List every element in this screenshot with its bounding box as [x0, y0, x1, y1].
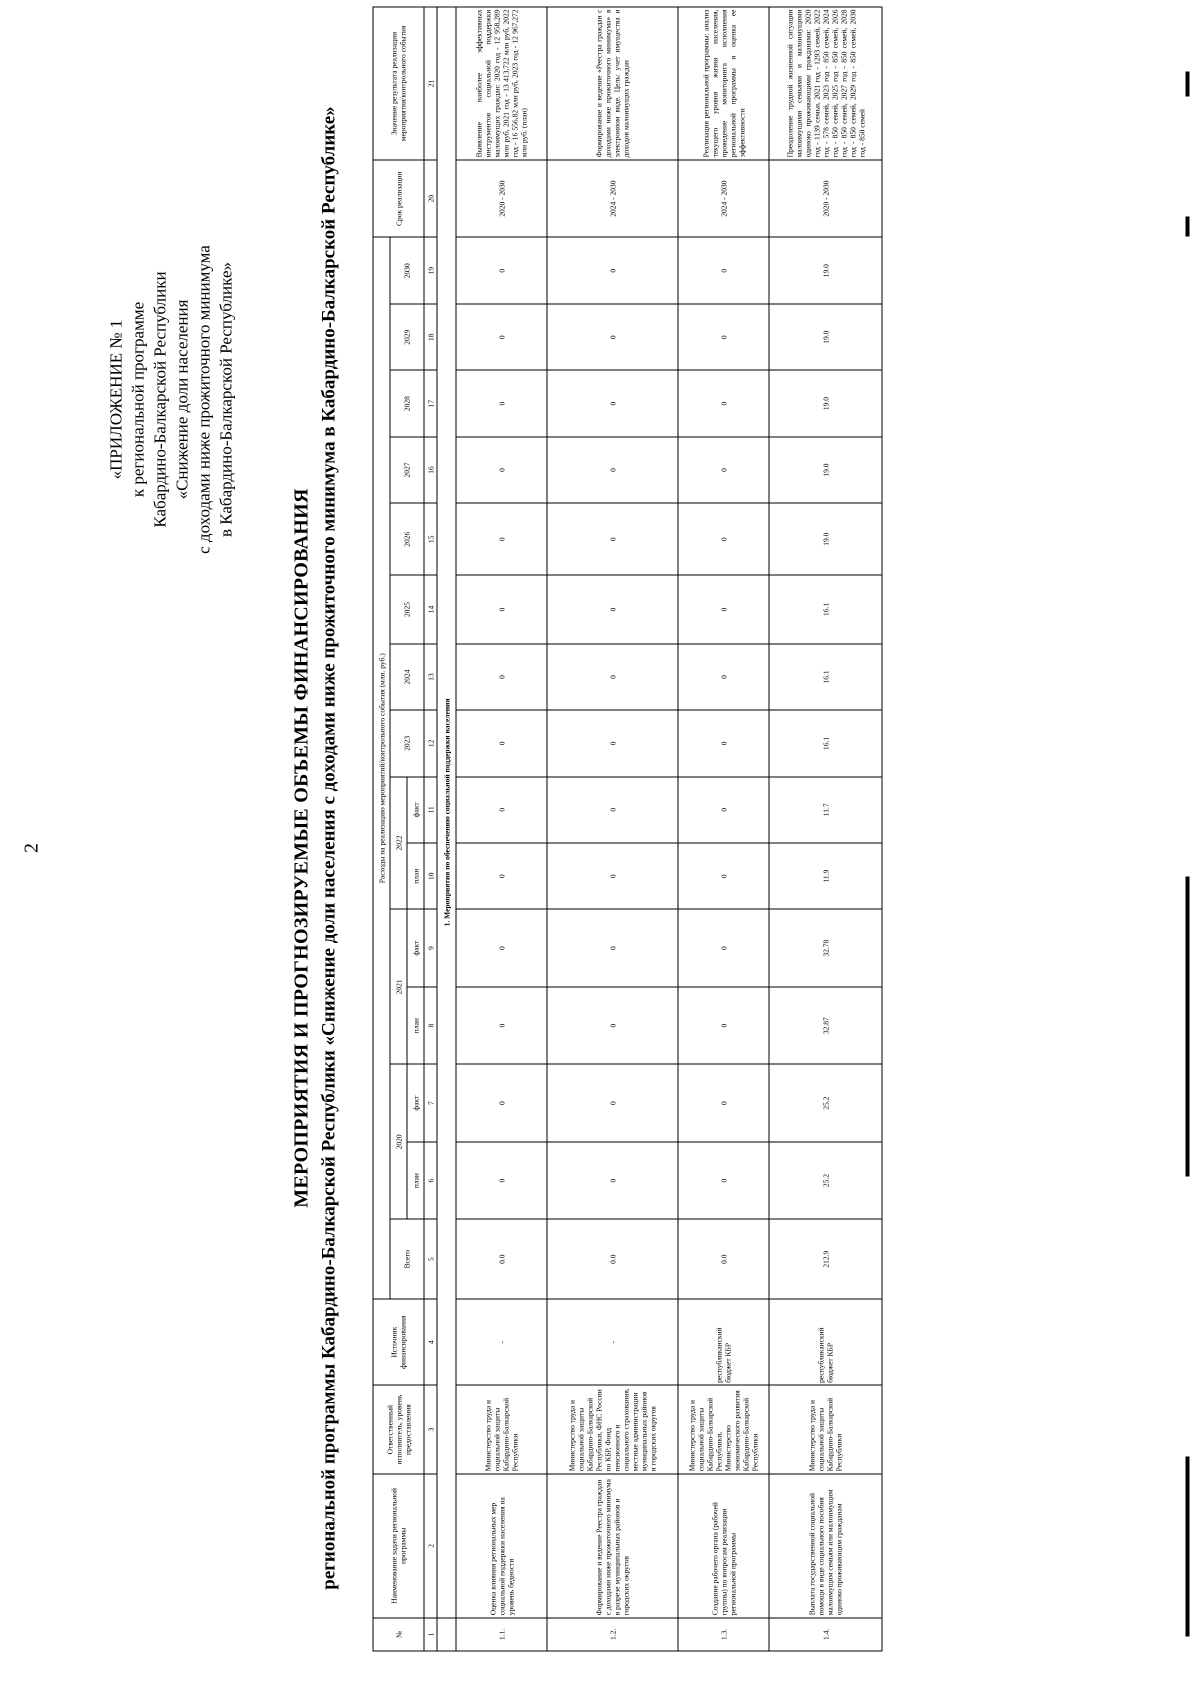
row-value: 0 — [547, 1064, 678, 1141]
row-total: 212.9 — [769, 1219, 882, 1299]
header-year: 2022 — [390, 777, 407, 910]
row-name: Создание рабочего органа (рабочей группы) по вопросам реализации региональной программы — [678, 1474, 769, 1618]
scan-mark — [1186, 72, 1190, 97]
row-responsible: Министерство труда и социальной защиты Кабардино-Балкарской Республики, ФНС России по КБР, Фонд пенсионного и социального страхования, местные администрации муниципальных районов и городских округов — [547, 1385, 678, 1474]
appendix-header — [106, 230, 238, 570]
row-result: Преодоление трудной жизненной ситуации малоимущими семьями и малоимущими одиноко проживающими гражданами: 2020 год - 1139 семьи, 2021 год - 1293 семей, 2022 год - 578 семей, 2023 год - 850 семей, 2024 год - 850 семей, 2025 год - 850 семей, 2026 год - 850 семей, 2027 год - 850 семей, 2028 год - 850 семей, 2029 год - 850 семей, 2030 год - 850 семей — [769, 7, 882, 160]
section-row — [437, 7, 456, 1651]
column-number: 2 — [424, 1474, 437, 1618]
row-value: 0 — [678, 843, 769, 909]
table-row — [769, 7, 882, 1651]
row-result: Реализация региональной программы: анализ текущего уровня жизни населения, проведение мониторинга исполнения региональной программы и оценка ее эффективности — [678, 7, 769, 160]
row-value: 0 — [547, 237, 678, 304]
document-title: МЕРОПРИЯТИЯ И ПРОГНОЗИРУЕМЫЕ ОБЪЕМЫ ФИНАНСИРОВАНИЯ — [290, 488, 313, 1208]
row-total: 0.0 — [456, 1219, 547, 1299]
row-value: 0 — [547, 710, 678, 776]
header-total: Всего — [390, 1219, 424, 1299]
column-number: 16 — [424, 437, 437, 503]
row-value: 0 — [678, 909, 769, 986]
row-value: 32.87 — [769, 987, 882, 1064]
row-no: 1.3. — [678, 1618, 769, 1651]
row-value: 0 — [678, 777, 769, 843]
row-value: 0 — [456, 777, 547, 843]
row-value: 0 — [547, 1142, 678, 1219]
column-number: 13 — [424, 644, 437, 710]
document-subtitle: региональной программы Кабардино-Балкарской Республики «Снижение доли населения с доходами ниже прожиточного минимума в Кабардино-Балкарской Республике» — [318, 106, 340, 1590]
row-term: 2020 - 2030 — [456, 160, 547, 237]
row-source: - — [547, 1299, 678, 1385]
header-fact: факт — [407, 777, 424, 843]
header-expenses: Расходы на реализацию мероприятий/контрольного события (млн. руб.) — [373, 237, 390, 1299]
header-year: 2020 — [390, 1064, 407, 1219]
row-value: 0 — [678, 503, 769, 575]
row-no: 1.4. — [769, 1618, 882, 1651]
appendix-line: «ПРИЛОЖЕНИЕ № 1 — [106, 319, 126, 480]
row-value: 0 — [547, 437, 678, 503]
row-value: 0 — [678, 237, 769, 304]
page-number: 2 — [20, 843, 43, 853]
column-number: 10 — [424, 843, 437, 909]
row-value: 0 — [678, 1064, 769, 1141]
row-value: 0 — [456, 1064, 547, 1141]
rotated-document-page — [1, 0, 1200, 1697]
row-term: 2024 - 2030 — [678, 160, 769, 237]
row-responsible: Министерство труда и социальной защиты Кабардино-Балкарской Республики — [769, 1385, 882, 1474]
appendix-line: Кабардино-Балкарской Республики — [150, 271, 170, 528]
header-year: 2028 — [390, 370, 424, 436]
header-term: Срок реализации — [373, 160, 424, 237]
row-value: 0 — [678, 370, 769, 436]
header-year: 2024 — [390, 644, 424, 710]
row-term: 2020 - 2030 — [769, 160, 882, 237]
header-year: 2029 — [390, 304, 424, 370]
row-value: 0 — [456, 304, 547, 370]
header-result: Значение результата реализации мероприятия/контрольного события — [373, 7, 424, 160]
row-value: 0 — [547, 304, 678, 370]
row-source: республиканский бюджет КБР — [769, 1299, 882, 1385]
row-value: 19.0 — [769, 370, 882, 436]
row-value: 0 — [547, 777, 678, 843]
row-value: 16.1 — [769, 644, 882, 710]
row-total: 0.0 — [547, 1219, 678, 1299]
column-number: 11 — [424, 777, 437, 843]
row-name: Выплата государственной социальной помощи в виде социального пособия малоимущим семьям или малоимущим одиноко проживающим гражданам — [769, 1474, 882, 1618]
row-source: республиканский бюджет КБР — [678, 1299, 769, 1385]
column-number: 12 — [424, 710, 437, 776]
column-number: 20 — [424, 160, 437, 237]
column-number-row — [424, 7, 437, 1651]
row-value: 0 — [456, 503, 547, 575]
appendix-line: с доходами ниже прожиточного минимума — [194, 245, 214, 554]
header-no: № — [373, 1618, 424, 1651]
column-number: 14 — [424, 575, 437, 644]
row-value: 0 — [678, 437, 769, 503]
header-fact: факт — [407, 1064, 424, 1141]
appendix-line: в Кабардино-Балкарской Республике» — [216, 262, 236, 537]
row-value: 11.7 — [769, 777, 882, 843]
header-name: Наименование задачи региональной программы — [373, 1474, 424, 1618]
column-number: 4 — [424, 1299, 437, 1385]
header-year: 2030 — [390, 237, 424, 304]
section-title: 1. Мероприятия по обеспечению социальной поддержки населения — [437, 7, 456, 1618]
row-value: 16.1 — [769, 710, 882, 776]
row-value: 0 — [456, 843, 547, 909]
row-total: 0.0 — [678, 1219, 769, 1299]
scan-mark — [1186, 877, 1190, 1177]
header-responsible: Ответственный исполнитель, уровень предоставления — [373, 1385, 424, 1474]
header-fact: факт — [407, 909, 424, 986]
row-value: 0 — [456, 1142, 547, 1219]
row-value: 0 — [456, 909, 547, 986]
row-value: 19.0 — [769, 503, 882, 575]
row-value: 0 — [547, 644, 678, 710]
row-term: 2024 - 2030 — [547, 160, 678, 237]
row-value: 0 — [456, 437, 547, 503]
row-value: 0 — [456, 575, 547, 644]
column-number: 18 — [424, 304, 437, 370]
row-value: 0 — [456, 237, 547, 304]
header-year: 2025 — [390, 575, 424, 644]
header-plan: план — [407, 1142, 424, 1219]
column-number: 8 — [424, 987, 437, 1064]
row-source: - — [456, 1299, 547, 1385]
column-number: 17 — [424, 370, 437, 436]
row-value: 25.2 — [769, 1142, 882, 1219]
header-year: 2023 — [390, 710, 424, 776]
table-row — [678, 7, 769, 1651]
scan-mark — [1186, 217, 1190, 237]
row-value: 19.0 — [769, 437, 882, 503]
row-value: 0 — [547, 503, 678, 575]
row-value: 25.2 — [769, 1064, 882, 1141]
row-responsible: Министерство труда и социальной защиты Кабардино-Балкарской Республики, Министерство экономического развития Кабардино-Балкарской Республики — [678, 1385, 769, 1474]
header-year: 2026 — [390, 503, 424, 575]
row-value: 0 — [678, 304, 769, 370]
row-value: 0 — [547, 370, 678, 436]
column-number: 9 — [424, 909, 437, 986]
row-value: 11.9 — [769, 843, 882, 909]
column-number: 6 — [424, 1142, 437, 1219]
row-result: Формирование и ведение «Реестра граждан с доходами ниже прожиточного минимума» в электронном виде. Цель: учет имущества и доходов малоимущих граждан — [547, 7, 678, 160]
header-plan: план — [407, 987, 424, 1064]
table-row — [456, 7, 547, 1651]
column-number: 1 — [424, 1618, 437, 1651]
appendix-line: «Снижение доли населения — [172, 299, 192, 500]
header-source: Источник финансирования — [373, 1299, 424, 1385]
row-value: 0 — [678, 987, 769, 1064]
appendix-line: к региональной программе — [128, 301, 148, 498]
column-number: 3 — [424, 1385, 437, 1474]
scan-edge-marks — [1186, 0, 1196, 1697]
row-value: 19.0 — [769, 237, 882, 304]
column-number: 15 — [424, 503, 437, 575]
row-name: Формирование и ведение Реестра граждан с доходами ниже прожиточного минимума в разрезе муниципальных районов и городских округов — [547, 1474, 678, 1618]
row-value: 0 — [678, 710, 769, 776]
row-value: 0 — [456, 987, 547, 1064]
header-year: 2021 — [390, 909, 407, 1064]
row-value: 0 — [547, 909, 678, 986]
row-responsible: Министерство труда и социальной защиты Кабардино-Балкарской Республики — [456, 1385, 547, 1474]
row-value: 0 — [678, 1142, 769, 1219]
column-number: 5 — [424, 1219, 437, 1299]
row-value: 0 — [547, 987, 678, 1064]
column-number: 7 — [424, 1064, 437, 1141]
row-value: 16.1 — [769, 575, 882, 644]
row-value: 0 — [456, 370, 547, 436]
financing-table — [373, 7, 883, 1652]
row-value: 0 — [456, 710, 547, 776]
scan-mark — [1186, 1457, 1190, 1637]
row-value: 32.78 — [769, 909, 882, 986]
row-value: 0 — [678, 644, 769, 710]
row-value: 0 — [547, 843, 678, 909]
column-number: 19 — [424, 237, 437, 304]
table-row — [547, 7, 678, 1651]
row-result: Выявление наиболее эффективных инструментов социальной поддержки малоимущих граждан: 2020 год - 12 958,289 млн руб, 2021 год - 13 413,722 млн руб, 2022 год - 16 556,82 млн руб, 2023 год - 12 967,272 млн руб. (план) — [456, 7, 547, 160]
row-value: 19.0 — [769, 304, 882, 370]
row-value: 0 — [678, 575, 769, 644]
header-row — [373, 7, 390, 1651]
header-plan: план — [407, 843, 424, 909]
row-name: Оценка влияния региональных мер социальной поддержки населения на уровень бедности — [456, 1474, 547, 1618]
row-no: 1.1. — [456, 1618, 547, 1651]
column-number: 21 — [424, 7, 437, 160]
header-year: 2027 — [390, 437, 424, 503]
row-value: 0 — [456, 644, 547, 710]
section-spacer — [437, 1618, 456, 1651]
row-no: 1.2. — [547, 1618, 678, 1651]
row-value: 0 — [547, 575, 678, 644]
